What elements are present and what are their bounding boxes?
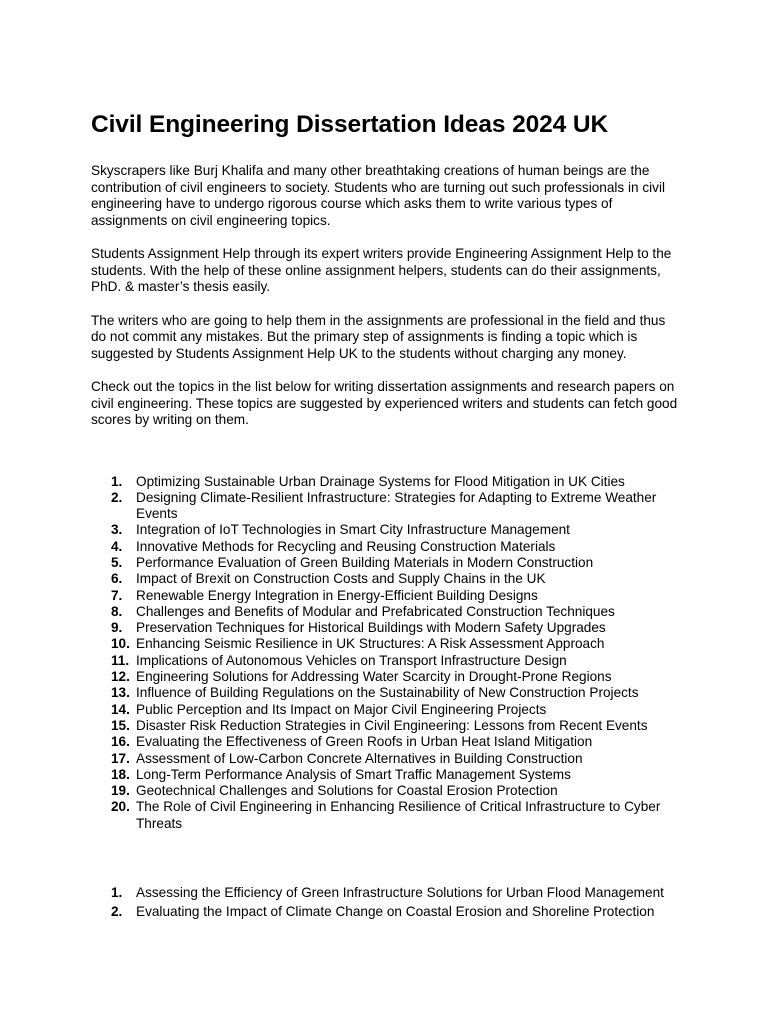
list-item-text: Disaster Risk Reduction Strategies in Civil Engineering: Lessons from Recent Events	[136, 717, 648, 733]
list-item	[91, 799, 681, 832]
list-item	[91, 571, 681, 587]
list-item-text: Designing Climate-Resilient Infrastructure: Strategies for Adapting to Extreme Weather Events	[136, 489, 657, 522]
list-item	[91, 490, 681, 523]
list-item	[91, 604, 681, 620]
list-item-number: 9.	[111, 620, 123, 636]
list-item	[91, 767, 681, 783]
topics-list-primary	[91, 474, 681, 833]
writers-paragraph: The writers who are going to help them in the assignments are professional in the field and thus do not commit any mistakes. But the primary step of assignments is finding a topic which is suggested by Students Assignment Help UK to the students without charging any money.	[91, 312, 666, 361]
document-content	[91, 108, 681, 923]
list-item	[91, 702, 681, 718]
list-item	[91, 751, 681, 767]
list-item-text: The Role of Civil Engineering in Enhancing Resilience of Critical Infrastructure to Cyber Threats	[136, 799, 661, 831]
list-item-text: Geotechnical Challenges and Solutions for Coastal Erosion Protection	[136, 783, 558, 799]
list-item-text: Integration of IoT Technologies in Smart City Infrastructure Management	[136, 522, 570, 538]
list-item-number: 1.	[111, 885, 123, 901]
list-item	[91, 885, 681, 901]
list-item-text: Evaluating the Effectiveness of Green Roofs in Urban Heat Island Mitigation	[136, 734, 593, 750]
list-item-text: Optimizing Sustainable Urban Drainage Systems for Flood Mitigation in UK Cities	[136, 473, 625, 489]
list-item-number: 11.	[111, 652, 130, 668]
list-item-text: Impact of Brexit on Construction Costs and Supply Chains in the UK	[136, 571, 546, 587]
list-item-number: 15.	[111, 717, 130, 733]
list-item-text: Evaluating the Impact of Climate Change on Coastal Erosion and Shoreline Protection	[136, 903, 655, 919]
list-item-number: 18.	[111, 766, 130, 782]
list-item-number: 2.	[111, 903, 123, 919]
list-item-text: Assessment of Low-Carbon Concrete Alternatives in Building Construction	[136, 750, 583, 766]
list-item-number: 7.	[111, 587, 123, 603]
list-item-number: 6.	[111, 571, 123, 587]
list-item-text: Assessing the Efficiency of Green Infrastructure Solutions for Urban Flood Management	[136, 885, 664, 901]
list-item	[91, 474, 681, 490]
list-item-number: 16.	[111, 734, 130, 750]
list-item-number: 17.	[111, 750, 130, 766]
list-item-number: 10.	[111, 636, 130, 652]
list-item-text: Public Perception and Its Impact on Major Civil Engineering Projects	[136, 701, 547, 717]
list-item	[91, 718, 681, 734]
list-item	[91, 522, 681, 538]
list-item	[91, 555, 681, 571]
list-item-number: 13.	[111, 685, 130, 701]
topics-intro-paragraph: Check out the topics in the list below for writing dissertation assignments and research papers on civil engineering. These topics are suggested by experienced writers and students can fetch good scores by writing on them.	[91, 379, 678, 427]
list-item	[91, 539, 681, 555]
list-item-text: Engineering Solutions for Addressing Water Scarcity in Drought-Prone Regions	[136, 669, 612, 685]
list-item-number: 12.	[111, 669, 130, 685]
list-item-number: 1.	[111, 473, 123, 489]
list-item-number: 19.	[111, 783, 130, 799]
intro-paragraph: Skyscrapers like Burj Khalifa and many other breathtaking creations of human beings are the contribution of civil engineers to society. Students who are turning out such professionals in civil engineering have to undergo rigorous course which asks them to write various types of assignments on civil engineering topics.	[91, 163, 666, 228]
list-item	[91, 636, 681, 652]
list-item	[91, 783, 681, 799]
list-item	[91, 904, 681, 920]
service-paragraph: Students Assignment Help through its expert writers provide Engineering Assignment Help to the students. With the help of these online assignment helpers, students can do their assignments, PhD. & master’s thesis easily.	[91, 246, 672, 294]
list-item	[91, 653, 681, 669]
list-item-text: Innovative Methods for Recycling and Reusing Construction Materials	[136, 538, 556, 554]
list-item-number: 2.	[111, 489, 123, 505]
list-item-text: Performance Evaluation of Green Building Materials in Modern Construction	[136, 554, 594, 570]
list-item-text: Implications of Autonomous Vehicles on Transport Infrastructure Design	[136, 652, 567, 668]
document-title: Civil Engineering Dissertation Ideas 2024 UK	[91, 111, 609, 138]
list-item-number: 14.	[111, 701, 130, 717]
list-item-text: Renewable Energy Integration in Energy-Efficient Building Designs	[136, 587, 538, 603]
topics-list-secondary	[91, 885, 681, 920]
list-item-text: Influence of Building Regulations on the Sustainability of New Construction Projects	[136, 685, 639, 701]
list-item-text: Challenges and Benefits of Modular and Prefabricated Construction Techniques	[136, 603, 615, 619]
list-item	[91, 734, 681, 750]
list-item-number: 8.	[111, 603, 123, 619]
list-item-text: Preservation Techniques for Historical Buildings with Modern Safety Upgrades	[136, 620, 606, 636]
list-item-text: Enhancing Seismic Resilience in UK Structures: A Risk Assessment Approach	[136, 636, 605, 652]
list-item-text: Long-Term Performance Analysis of Smart Traffic Management Systems	[136, 766, 571, 782]
list-item-number: 20.	[111, 799, 130, 815]
list-item	[91, 620, 681, 636]
list-item-number: 3.	[111, 522, 123, 538]
list-item-number: 4.	[111, 538, 123, 554]
list-item-number: 5.	[111, 554, 123, 570]
list-item	[91, 669, 681, 685]
list-item	[91, 588, 681, 604]
list-item	[91, 685, 681, 701]
